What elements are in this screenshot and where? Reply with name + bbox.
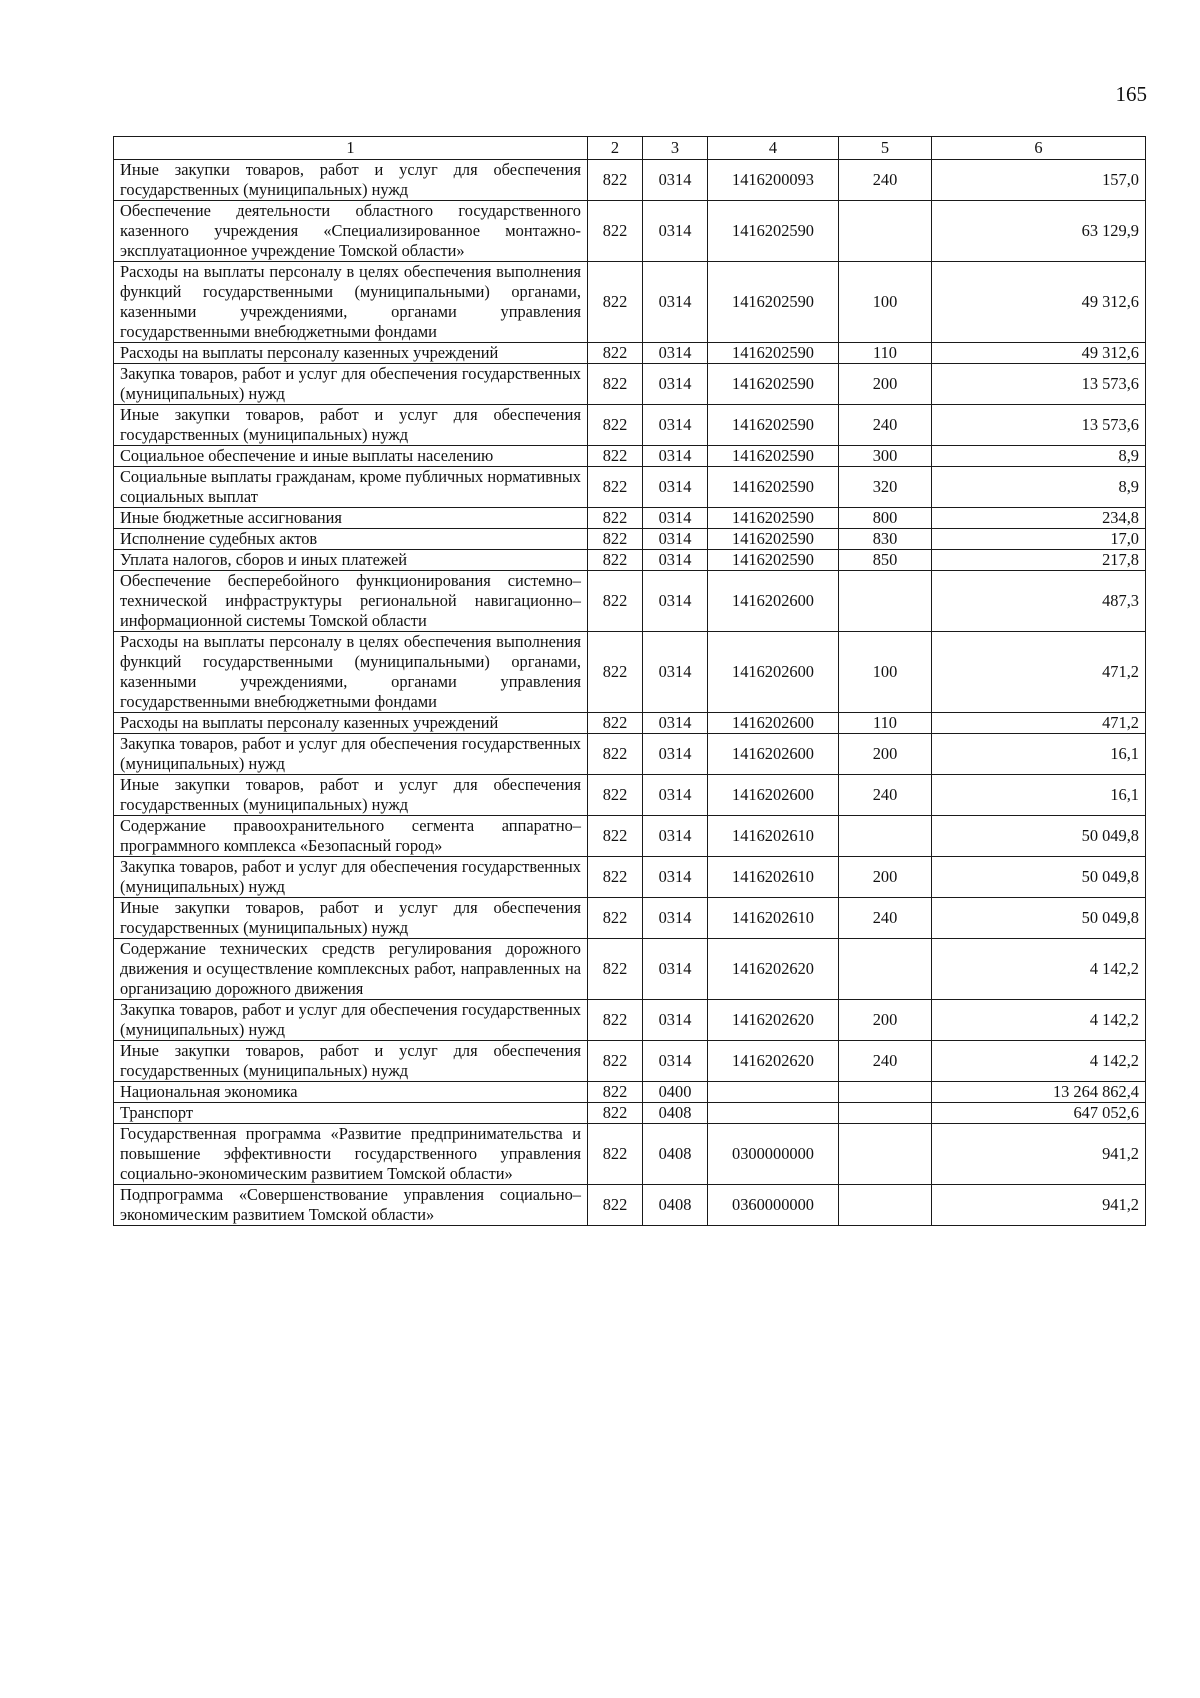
item-name: Содержание технических средств регулирования дорожного движения и осуществление комплексных работ, направленных на организацию дорожного движения — [114, 939, 588, 1000]
expense-type-code: 240 — [839, 898, 932, 939]
section-code: 0314 — [643, 775, 708, 816]
section-code: 0314 — [643, 508, 708, 529]
amount: 8,9 — [932, 446, 1146, 467]
section-code: 0314 — [643, 550, 708, 571]
expense-type-code — [839, 816, 932, 857]
column-header: 2 — [588, 137, 643, 160]
item-name: Транспорт — [114, 1103, 588, 1124]
table-row — [114, 816, 1146, 857]
column-header: 3 — [643, 137, 708, 160]
item-name: Иные закупки товаров, работ и услуг для обеспечения государственных (муниципальных) нужд — [114, 1041, 588, 1082]
column-header: 4 — [708, 137, 839, 160]
ministry-code: 822 — [588, 405, 643, 446]
section-code: 0408 — [643, 1124, 708, 1185]
table-row — [114, 1041, 1146, 1082]
table-row — [114, 550, 1146, 571]
section-code: 0314 — [643, 939, 708, 1000]
table-row — [114, 343, 1146, 364]
table-body — [114, 160, 1146, 1226]
expense-type-code: 200 — [839, 857, 932, 898]
target-article-code — [708, 1103, 839, 1124]
ministry-code: 822 — [588, 1000, 643, 1041]
expense-type-code: 200 — [839, 1000, 932, 1041]
table-row — [114, 939, 1146, 1000]
target-article-code: 1416202620 — [708, 1041, 839, 1082]
expense-type-code: 240 — [839, 160, 932, 201]
item-name: Обеспечение бесперебойного функционирования системно–технической инфраструктуры региональной навигационно–информационной системы Томской области — [114, 571, 588, 632]
ministry-code: 822 — [588, 160, 643, 201]
section-code: 0314 — [643, 571, 708, 632]
section-code: 0314 — [643, 1000, 708, 1041]
item-name: Социальные выплаты гражданам, кроме публичных нормативных социальных выплат — [114, 467, 588, 508]
table-row — [114, 734, 1146, 775]
item-name: Иные закупки товаров, работ и услуг для обеспечения государственных (муниципальных) нужд — [114, 405, 588, 446]
section-code: 0314 — [643, 446, 708, 467]
item-name: Расходы на выплаты персоналу в целях обеспечения выполнения функций государственными (муниципальными) органами, казенными учреждениями, органами управления государственными внебюджетными фондами — [114, 262, 588, 343]
target-article-code: 1416202620 — [708, 1000, 839, 1041]
section-code: 0314 — [643, 364, 708, 405]
item-name: Иные закупки товаров, работ и услуг для обеспечения государственных (муниципальных) нужд — [114, 775, 588, 816]
table-row — [114, 446, 1146, 467]
table-row — [114, 571, 1146, 632]
item-name: Содержание правоохранительного сегмента аппаратно–программного комплекса «Безопасный город» — [114, 816, 588, 857]
amount: 471,2 — [932, 713, 1146, 734]
table-row — [114, 1185, 1146, 1226]
ministry-code: 822 — [588, 467, 643, 508]
ministry-code: 822 — [588, 1103, 643, 1124]
table-row — [114, 775, 1146, 816]
target-article-code: 1416202590 — [708, 343, 839, 364]
amount: 4 142,2 — [932, 1041, 1146, 1082]
ministry-code: 822 — [588, 343, 643, 364]
target-article-code: 1416202590 — [708, 446, 839, 467]
expense-type-code: 110 — [839, 343, 932, 364]
target-article-code: 1416202590 — [708, 550, 839, 571]
target-article-code: 1416202590 — [708, 508, 839, 529]
item-name: Закупка товаров, работ и услуг для обеспечения государственных (муниципальных) нужд — [114, 734, 588, 775]
column-header: 1 — [114, 137, 588, 160]
section-code: 0314 — [643, 713, 708, 734]
table-row — [114, 857, 1146, 898]
item-name: Иные закупки товаров, работ и услуг для обеспечения государственных (муниципальных) нужд — [114, 160, 588, 201]
item-name: Исполнение судебных актов — [114, 529, 588, 550]
target-article-code: 1416202590 — [708, 467, 839, 508]
section-code: 0314 — [643, 160, 708, 201]
table-row — [114, 1103, 1146, 1124]
expense-type-code — [839, 1185, 932, 1226]
target-article-code: 1416202590 — [708, 262, 839, 343]
target-article-code: 1416202590 — [708, 364, 839, 405]
target-article-code: 1416200093 — [708, 160, 839, 201]
ministry-code: 822 — [588, 364, 643, 405]
table-row — [114, 262, 1146, 343]
ministry-code: 822 — [588, 775, 643, 816]
target-article-code: 1416202600 — [708, 775, 839, 816]
target-article-code: 1416202610 — [708, 857, 839, 898]
item-name: Социальное обеспечение и иные выплаты населению — [114, 446, 588, 467]
amount: 50 049,8 — [932, 816, 1146, 857]
column-header: 5 — [839, 137, 932, 160]
amount: 16,1 — [932, 775, 1146, 816]
section-code: 0314 — [643, 898, 708, 939]
header-row — [114, 137, 1146, 160]
amount: 16,1 — [932, 734, 1146, 775]
item-name: Уплата налогов, сборов и иных платежей — [114, 550, 588, 571]
expense-type-code: 240 — [839, 1041, 932, 1082]
table-row — [114, 1000, 1146, 1041]
expense-type-code: 850 — [839, 550, 932, 571]
item-name: Иные бюджетные ассигнования — [114, 508, 588, 529]
expense-type-code: 830 — [839, 529, 932, 550]
target-article-code: 1416202590 — [708, 405, 839, 446]
ministry-code: 822 — [588, 1124, 643, 1185]
ministry-code: 822 — [588, 1041, 643, 1082]
section-code: 0408 — [643, 1103, 708, 1124]
amount: 50 049,8 — [932, 898, 1146, 939]
item-name: Иные закупки товаров, работ и услуг для обеспечения государственных (муниципальных) нужд — [114, 898, 588, 939]
item-name: Расходы на выплаты персоналу казенных учреждений — [114, 713, 588, 734]
target-article-code: 1416202590 — [708, 201, 839, 262]
item-name: Закупка товаров, работ и услуг для обеспечения государственных (муниципальных) нужд — [114, 364, 588, 405]
section-code: 0314 — [643, 632, 708, 713]
expense-type-code: 300 — [839, 446, 932, 467]
table-row — [114, 201, 1146, 262]
table-row — [114, 1124, 1146, 1185]
amount: 234,8 — [932, 508, 1146, 529]
expense-type-code — [839, 571, 932, 632]
target-article-code: 1416202620 — [708, 939, 839, 1000]
amount: 13 573,6 — [932, 364, 1146, 405]
amount: 157,0 — [932, 160, 1146, 201]
section-code: 0314 — [643, 734, 708, 775]
amount: 487,3 — [932, 571, 1146, 632]
ministry-code: 822 — [588, 446, 643, 467]
ministry-code: 822 — [588, 508, 643, 529]
expense-type-code — [839, 1082, 932, 1103]
ministry-code: 822 — [588, 857, 643, 898]
amount: 49 312,6 — [932, 262, 1146, 343]
ministry-code: 822 — [588, 262, 643, 343]
target-article-code: 1416202600 — [708, 713, 839, 734]
ministry-code: 822 — [588, 1185, 643, 1226]
target-article-code: 1416202600 — [708, 734, 839, 775]
target-article-code: 0360000000 — [708, 1185, 839, 1226]
item-name: Подпрограмма «Совершенствование управления социально–экономическим развитием Томской области» — [114, 1185, 588, 1226]
ministry-code: 822 — [588, 550, 643, 571]
ministry-code: 822 — [588, 201, 643, 262]
expense-type-code — [839, 201, 932, 262]
expense-type-code — [839, 1124, 932, 1185]
table-row — [114, 713, 1146, 734]
ministry-code: 822 — [588, 816, 643, 857]
section-code: 0314 — [643, 529, 708, 550]
section-code: 0314 — [643, 857, 708, 898]
amount: 4 142,2 — [932, 1000, 1146, 1041]
ministry-code: 822 — [588, 632, 643, 713]
table-row — [114, 467, 1146, 508]
ministry-code: 822 — [588, 713, 643, 734]
amount: 63 129,9 — [932, 201, 1146, 262]
amount: 647 052,6 — [932, 1103, 1146, 1124]
ministry-code: 822 — [588, 571, 643, 632]
expense-type-code — [839, 939, 932, 1000]
amount: 50 049,8 — [932, 857, 1146, 898]
amount: 49 312,6 — [932, 343, 1146, 364]
amount: 217,8 — [932, 550, 1146, 571]
amount: 13 264 862,4 — [932, 1082, 1146, 1103]
section-code: 0314 — [643, 816, 708, 857]
table-row — [114, 405, 1146, 446]
expense-type-code: 200 — [839, 734, 932, 775]
target-article-code: 1416202610 — [708, 816, 839, 857]
expense-type-code: 320 — [839, 467, 932, 508]
ministry-code: 822 — [588, 529, 643, 550]
amount: 941,2 — [932, 1185, 1146, 1226]
target-article-code: 1416202610 — [708, 898, 839, 939]
expense-type-code: 800 — [839, 508, 932, 529]
section-code: 0314 — [643, 201, 708, 262]
amount: 4 142,2 — [932, 939, 1146, 1000]
ministry-code: 822 — [588, 898, 643, 939]
page-number: 165 — [1115, 82, 1147, 106]
section-code: 0314 — [643, 343, 708, 364]
item-name: Обеспечение деятельности областного государственного казенного учреждения «Специализированное монтажно-эксплуатационное учреждение Томской области» — [114, 201, 588, 262]
amount: 17,0 — [932, 529, 1146, 550]
expense-type-code: 100 — [839, 632, 932, 713]
expense-type-code: 240 — [839, 405, 932, 446]
item-name: Национальная экономика — [114, 1082, 588, 1103]
expense-type-code: 240 — [839, 775, 932, 816]
ministry-code: 822 — [588, 1082, 643, 1103]
amount: 13 573,6 — [932, 405, 1146, 446]
section-code: 0408 — [643, 1185, 708, 1226]
amount: 941,2 — [932, 1124, 1146, 1185]
expense-type-code: 100 — [839, 262, 932, 343]
table-row — [114, 160, 1146, 201]
section-code: 0314 — [643, 405, 708, 446]
expense-type-code: 110 — [839, 713, 932, 734]
target-article-code: 1416202600 — [708, 632, 839, 713]
section-code: 0314 — [643, 1041, 708, 1082]
ministry-code: 822 — [588, 734, 643, 775]
table-row — [114, 1082, 1146, 1103]
budget-table — [113, 136, 1146, 1226]
section-code: 0314 — [643, 467, 708, 508]
table-row — [114, 898, 1146, 939]
table-row — [114, 632, 1146, 713]
amount: 8,9 — [932, 467, 1146, 508]
target-article-code: 0300000000 — [708, 1124, 839, 1185]
item-name: Закупка товаров, работ и услуг для обеспечения государственных (муниципальных) нужд — [114, 857, 588, 898]
ministry-code: 822 — [588, 939, 643, 1000]
column-header: 6 — [932, 137, 1146, 160]
section-code: 0400 — [643, 1082, 708, 1103]
table-row — [114, 529, 1146, 550]
section-code: 0314 — [643, 262, 708, 343]
target-article-code — [708, 1082, 839, 1103]
item-name: Расходы на выплаты персоналу казенных учреждений — [114, 343, 588, 364]
amount: 471,2 — [932, 632, 1146, 713]
expense-type-code: 200 — [839, 364, 932, 405]
item-name: Закупка товаров, работ и услуг для обеспечения государственных (муниципальных) нужд — [114, 1000, 588, 1041]
target-article-code: 1416202590 — [708, 529, 839, 550]
expense-type-code — [839, 1103, 932, 1124]
target-article-code: 1416202600 — [708, 571, 839, 632]
item-name: Государственная программа «Развитие предпринимательства и повышение эффективности государственного управления социально-экономическим развитием Томской области» — [114, 1124, 588, 1185]
table-row — [114, 364, 1146, 405]
item-name: Расходы на выплаты персоналу в целях обеспечения выполнения функций государственными (муниципальными) органами, казенными учреждениями, органами управления государственными внебюджетными фондами — [114, 632, 588, 713]
table-row — [114, 508, 1146, 529]
